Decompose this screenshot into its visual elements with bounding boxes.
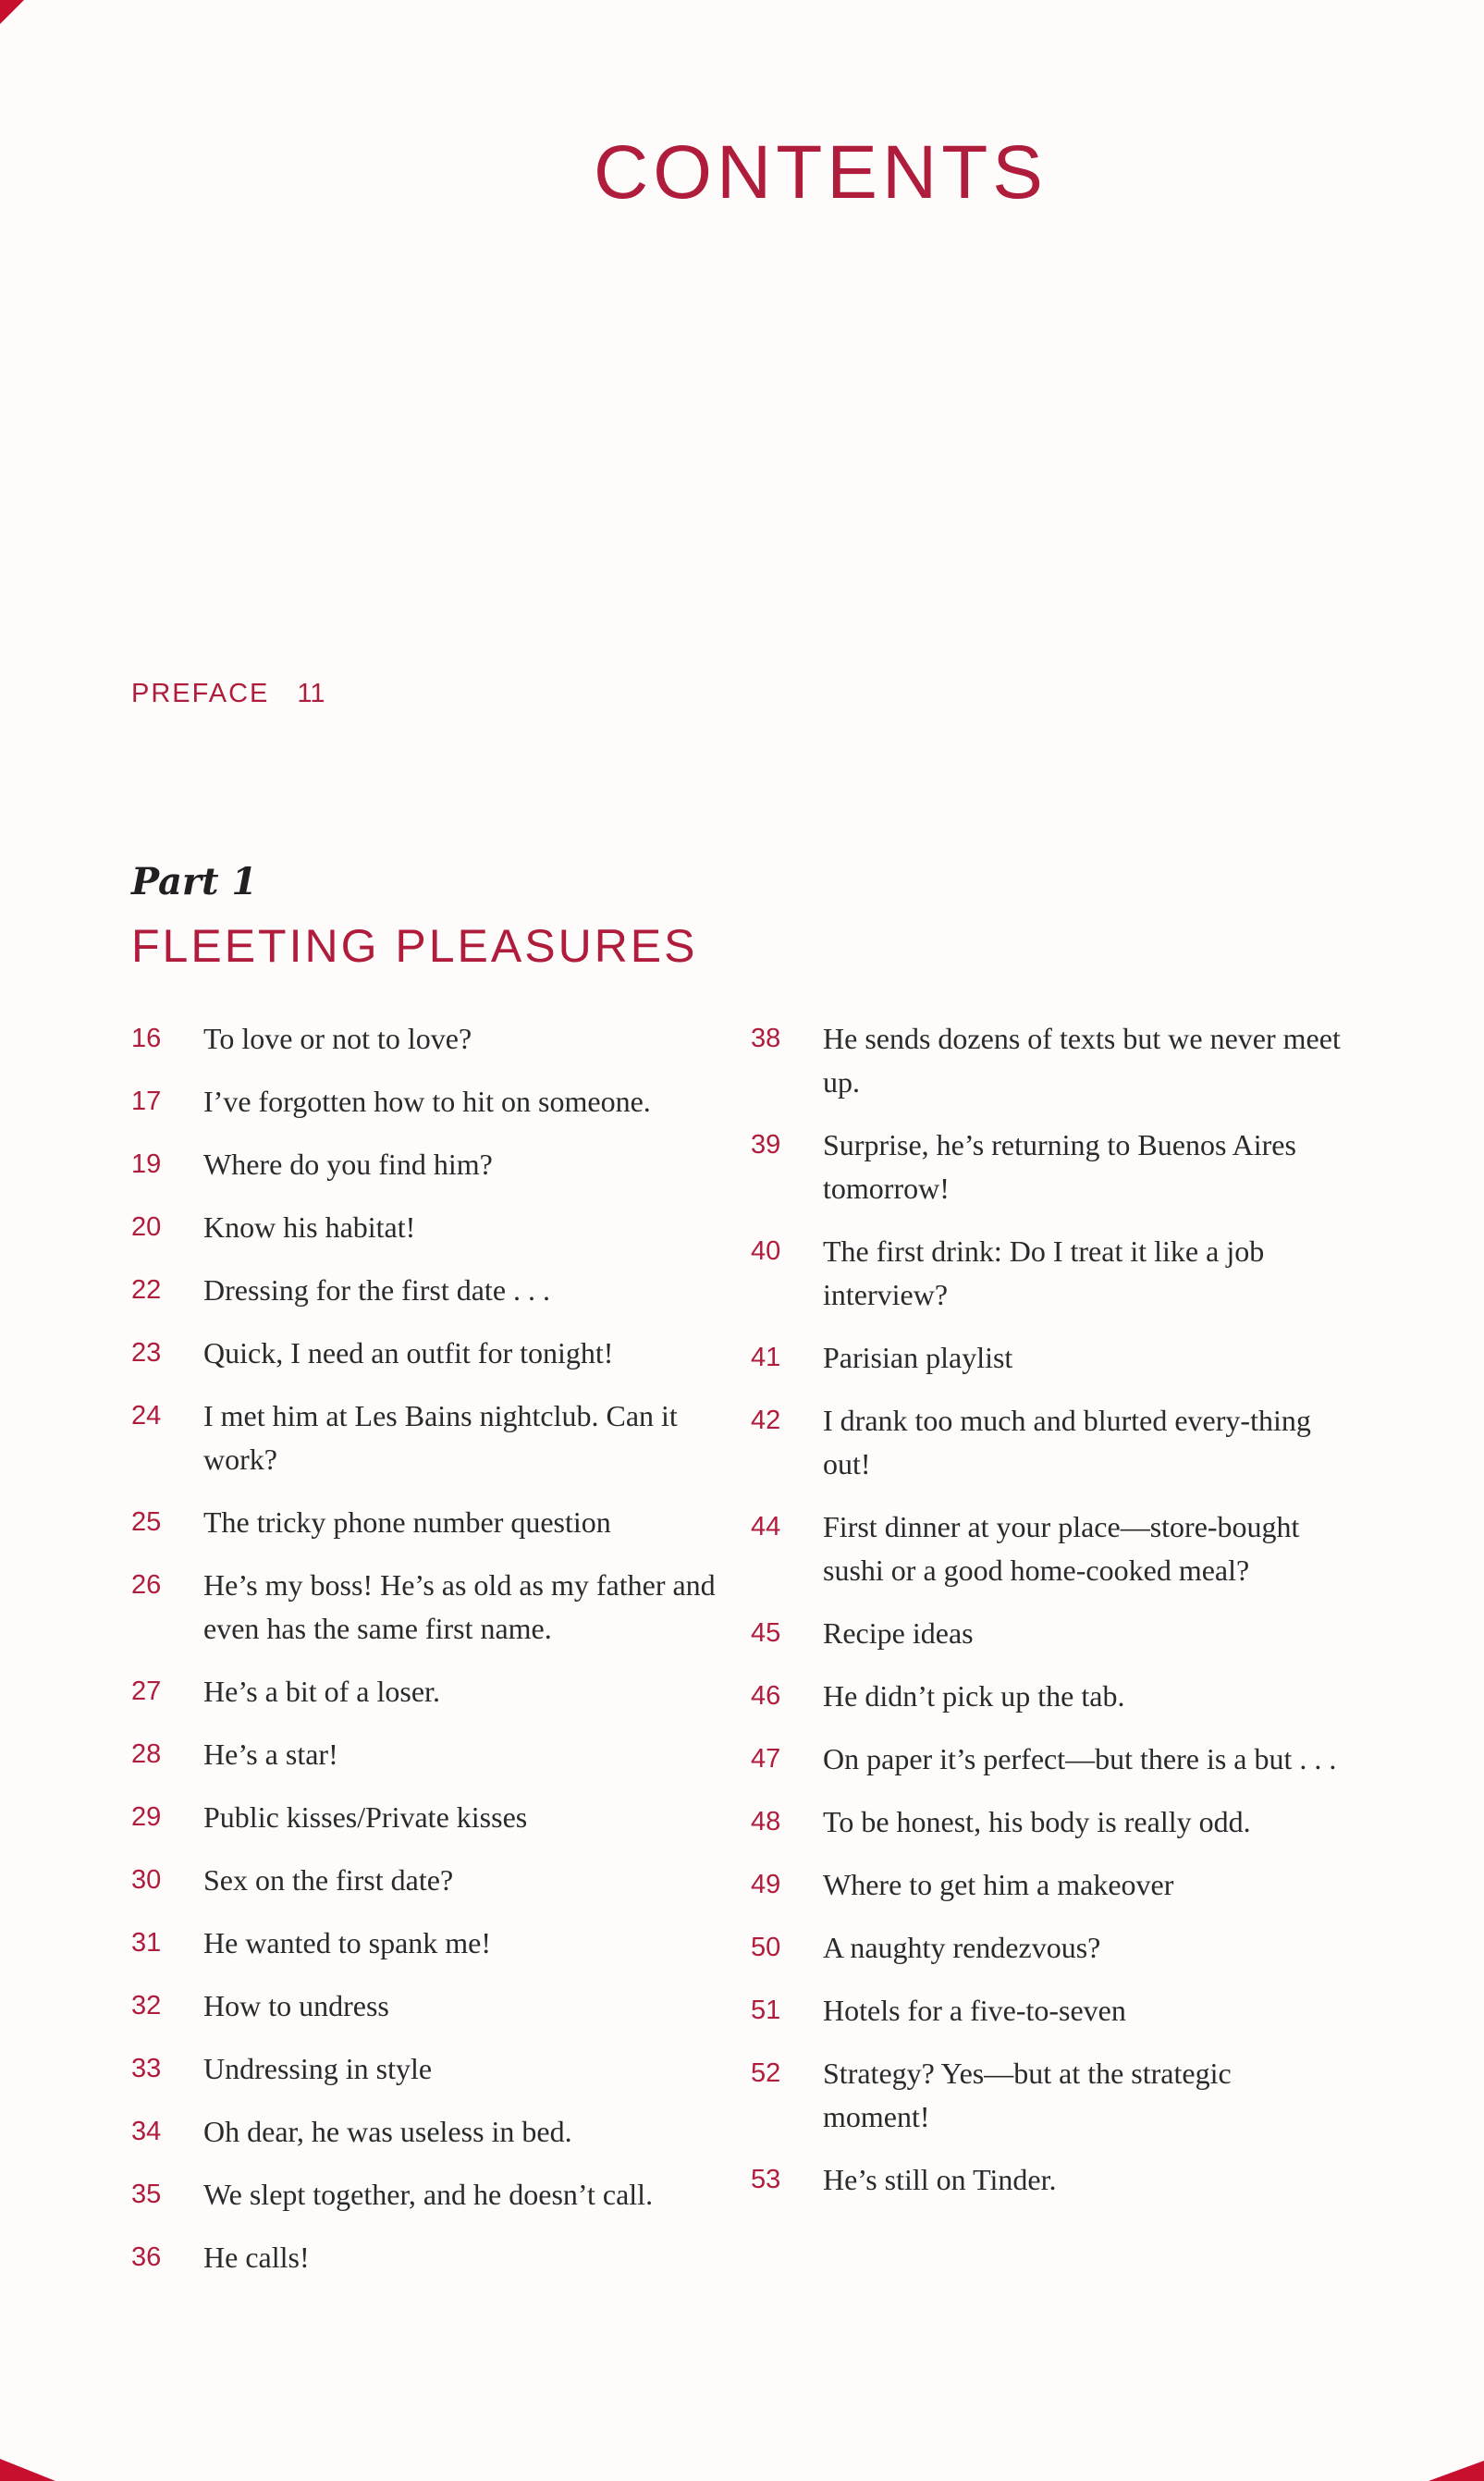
toc-entry[interactable] <box>131 2236 723 2279</box>
toc-entry[interactable] <box>751 1926 1343 1970</box>
toc-page-number: 19 <box>131 1149 162 1179</box>
toc-entry-title: Recipe ideas <box>823 1616 974 1650</box>
toc-page-number: 35 <box>131 2180 162 2209</box>
toc-entry-title: I met him at Les Bains nightclub. Can it work? <box>203 1399 678 1476</box>
preface-entry[interactable] <box>131 679 325 709</box>
toc-page-number: 23 <box>131 1338 162 1368</box>
toc-page-number: 25 <box>131 1507 162 1537</box>
corner-decoration-bottom-right <box>1429 2461 1484 2481</box>
toc-entry-title: To love or not to love? <box>203 1022 472 1055</box>
toc-page-number: 29 <box>131 1802 162 1832</box>
toc-entry[interactable] <box>751 1989 1343 2033</box>
toc-entry-title: He calls! <box>203 2241 310 2274</box>
toc-entry[interactable] <box>751 1505 1343 1592</box>
toc-page-number: 39 <box>751 1130 781 1160</box>
toc-page-number: 32 <box>131 1991 162 2020</box>
toc-entry[interactable] <box>131 1269 723 1312</box>
toc-entry[interactable] <box>131 2173 723 2217</box>
toc-entry-title: I drank too much and blurted every-thing out! <box>823 1404 1311 1480</box>
toc-entry-title: On paper it’s perfect—but there is a but . . . <box>823 1742 1337 1775</box>
toc-page-number: 30 <box>131 1865 162 1895</box>
toc-page-number: 34 <box>131 2117 162 2146</box>
toc-entry-title: Undressing in style <box>203 2052 433 2085</box>
toc-entry[interactable] <box>751 1738 1343 1781</box>
toc-entry-title: Where to get him a makeover <box>823 1868 1174 1901</box>
toc-entry-title: Strategy? Yes—but at the strategic moment! <box>823 2057 1232 2133</box>
toc-entry[interactable] <box>131 1984 723 2028</box>
toc-entry-title: Sex on the first date? <box>203 1863 454 1897</box>
toc-entry[interactable] <box>751 1800 1343 1844</box>
toc-page-number: 40 <box>751 1236 781 1266</box>
toc-entry[interactable] <box>131 1332 723 1375</box>
toc-entry-title: We slept together, and he doesn’t call. <box>203 2178 654 2211</box>
toc-entry-title: A naughty rendezvous? <box>823 1931 1101 1964</box>
toc-entry[interactable] <box>131 1206 723 1249</box>
toc-entry-title: Where do you find him? <box>203 1148 493 1181</box>
corner-decoration-bottom-left <box>0 2459 55 2481</box>
toc-page-number: 51 <box>751 1996 781 2025</box>
toc-entry[interactable] <box>751 1017 1343 1104</box>
toc-entry[interactable] <box>751 2052 1343 2139</box>
toc-column-right <box>751 1017 1343 2221</box>
toc-page-number: 47 <box>751 1744 781 1774</box>
toc-entry-title: Oh dear, he was useless in bed. <box>203 2115 572 2148</box>
toc-entry[interactable] <box>751 1863 1343 1907</box>
page-title: CONTENTS <box>594 130 1048 215</box>
toc-entry-title: He’s still on Tinder. <box>823 2163 1057 2196</box>
toc-entry-title: Parisian playlist <box>823 1341 1013 1374</box>
toc-entry[interactable] <box>751 1336 1343 1380</box>
toc-entry-title: To be honest, his body is really odd. <box>823 1805 1251 1838</box>
toc-entry-title: Public kisses/Private kisses <box>203 1800 528 1834</box>
toc-entry[interactable] <box>131 1922 723 1965</box>
toc-entry-title: He wanted to spank me! <box>203 1926 492 1959</box>
toc-entry-title: He didn’t pick up the tab. <box>823 1679 1125 1713</box>
toc-entry-title: Surprise, he’s returning to Buenos Aires tomorrow! <box>823 1128 1296 1205</box>
toc-entry[interactable] <box>751 2158 1343 2202</box>
toc-page-number: 16 <box>131 1024 162 1053</box>
toc-column-left <box>131 1017 723 2299</box>
toc-page-number: 48 <box>751 1807 781 1836</box>
part-title: FLEETING PLEASURES <box>131 920 698 972</box>
toc-entry[interactable] <box>131 2110 723 2154</box>
toc-page-number: 17 <box>131 1087 162 1116</box>
toc-entry-title: Hotels for a five-to-seven <box>823 1994 1126 2027</box>
toc-entry[interactable] <box>131 1080 723 1124</box>
toc-entry[interactable] <box>751 1675 1343 1718</box>
toc-page-number: 24 <box>131 1401 162 1431</box>
preface-label: PREFACE <box>131 679 270 708</box>
toc-page-number: 41 <box>751 1343 781 1372</box>
toc-entry-title: First dinner at your place—store-bought sushi or a good home-cooked meal? <box>823 1510 1300 1587</box>
toc-page-number: 42 <box>751 1406 781 1435</box>
toc-entry-title: Dressing for the first date . . . <box>203 1273 551 1307</box>
toc-page-number: 44 <box>751 1512 781 1541</box>
toc-entry-title: How to undress <box>203 1989 389 2022</box>
toc-page-number: 28 <box>131 1739 162 1769</box>
toc-entry[interactable] <box>131 1501 723 1544</box>
toc-page-number: 22 <box>131 1275 162 1305</box>
toc-entry[interactable] <box>131 1394 723 1481</box>
preface-page-number: 11 <box>297 679 325 708</box>
toc-entry[interactable] <box>751 1230 1343 1317</box>
toc-entry-title: Quick, I need an outfit for tonight! <box>203 1336 614 1369</box>
toc-entry-title: The tricky phone number question <box>203 1505 611 1539</box>
toc-page-number: 33 <box>131 2054 162 2083</box>
toc-entry[interactable] <box>131 2047 723 2091</box>
toc-entry-title: He’s my boss! He’s as old as my father and even has the same first name. <box>203 1568 716 1645</box>
toc-page-number: 52 <box>751 2058 781 2088</box>
part-label: Part 1 <box>131 860 258 903</box>
toc-entry-title: He’s a bit of a loser. <box>203 1675 440 1708</box>
toc-page-number: 53 <box>751 2165 781 2194</box>
toc-entry[interactable] <box>131 1143 723 1186</box>
toc-entry-title: I’ve forgotten how to hit on someone. <box>203 1085 651 1118</box>
toc-entry-title: The first drink: Do I treat it like a job interview? <box>823 1234 1265 1311</box>
toc-page-number: 36 <box>131 2242 162 2272</box>
toc-entry[interactable] <box>751 1399 1343 1486</box>
toc-entry[interactable] <box>751 1124 1343 1210</box>
toc-page-number: 20 <box>131 1212 162 1242</box>
toc-entry[interactable] <box>131 1017 723 1061</box>
toc-page-number: 31 <box>131 1928 162 1958</box>
toc-page-number: 26 <box>131 1570 162 1600</box>
toc-entry-title: Know his habitat! <box>203 1210 416 1244</box>
toc-page-number: 45 <box>751 1618 781 1648</box>
corner-decoration-top-left <box>0 0 24 24</box>
toc-page-number: 27 <box>131 1677 162 1706</box>
toc-entry[interactable] <box>131 1733 723 1776</box>
toc-entry-title: He sends dozens of texts but we never meet up. <box>823 1022 1341 1099</box>
toc-page-number: 49 <box>751 1870 781 1899</box>
toc-entry[interactable] <box>131 1564 723 1651</box>
toc-page-number: 38 <box>751 1024 781 1053</box>
toc-entry[interactable] <box>131 1796 723 1839</box>
toc-entry[interactable] <box>751 1612 1343 1655</box>
toc-entry[interactable] <box>131 1859 723 1902</box>
toc-page-number: 46 <box>751 1681 781 1711</box>
toc-page-number: 50 <box>751 1933 781 1962</box>
toc-entry-title: He’s a star! <box>203 1738 338 1771</box>
toc-entry[interactable] <box>131 1670 723 1713</box>
